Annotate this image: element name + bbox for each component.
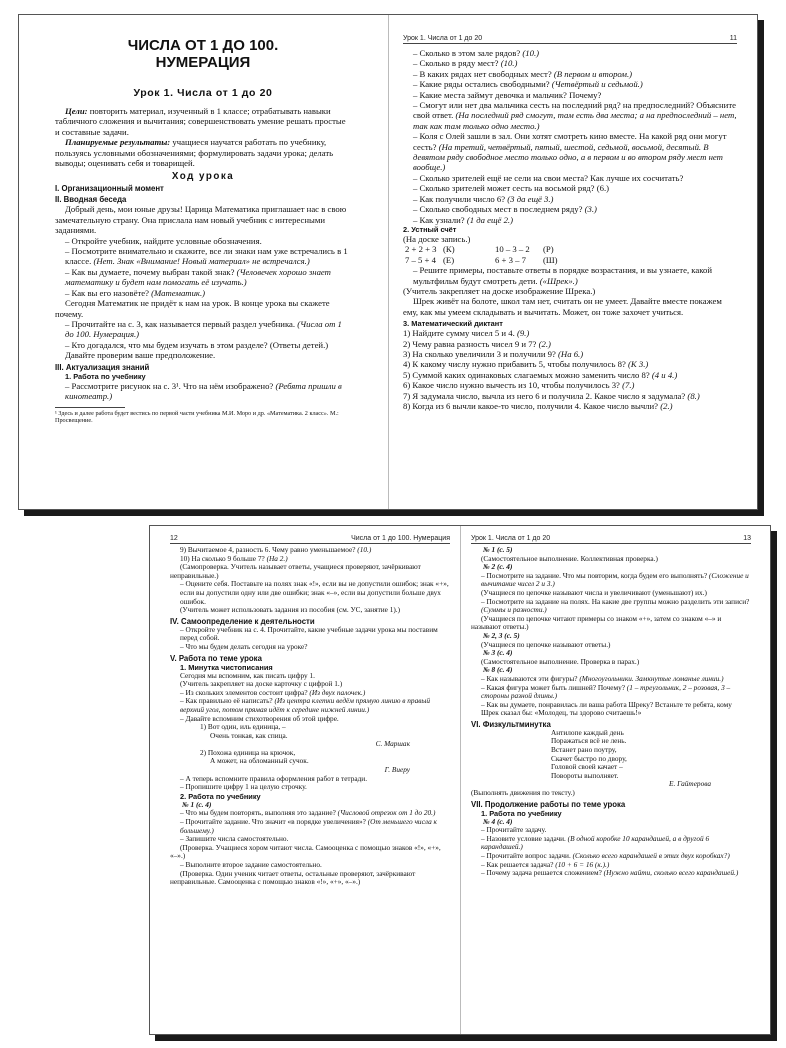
chapter-title — [55, 37, 351, 71]
fitness-poem — [471, 729, 751, 781]
text-line — [403, 370, 737, 380]
line-text: – Посмотрите на задание на полях. На какие две группы можно разделить эти записи? — [481, 596, 750, 606]
line-text: – Сколько зрителей может сесть на восьмой ряд? (6.) — [413, 183, 610, 194]
line-answer: (Нет. Знак «Внимание! Новый материал» не встречался.) — [91, 256, 310, 267]
section-heading: VI. Физкультминутка — [471, 719, 551, 729]
text-line — [403, 359, 737, 369]
poem-line: Очень тонкая, как спица. — [210, 730, 288, 740]
line-text: 6) Какое число нужно вычесть из 10, чтобы получилось 3? — [403, 380, 620, 391]
line-text: – Сколько свободных мест в последнем ряду? — [413, 204, 583, 215]
line-answer: (3 да ещё 3.) — [505, 193, 554, 204]
line-text: – Какие места займут девочка и мальчик? Почему? — [413, 89, 602, 100]
text-line — [403, 173, 737, 183]
line-text: Шрек живёт на болоте, школ там нет, считать он не умеет. Давайте вместе покажем ему, как мы умеем складывать и вычитать. Может, он тоже захочет учиться. — [403, 296, 722, 317]
section-heading: II. Вводная беседа — [55, 195, 127, 205]
line-text: – Запишите числа самостоятельно. — [180, 834, 289, 844]
text-line — [403, 349, 737, 359]
text-line — [403, 69, 737, 79]
line-text: – Как правильно её написать? — [180, 696, 273, 706]
line-text: (Проверка. Один ученик читает ответы, остальные проверяют, зачёркивают неправильные. Самооценка с помощью знаков «!», «+», «–».) — [170, 868, 416, 887]
line-answer: (Из центра клетки ведём прямую линию в правый верхний угол, потом прямая идёт к середине нижней линии.) — [180, 696, 430, 714]
text-line — [170, 626, 450, 643]
line-text: – Давайте вспомним стихотворения об этой цифре. — [180, 713, 339, 723]
line-text: – Как вы его назовёте? — [65, 287, 149, 298]
line-answer: (Многоугольники. Замкнутые ломаные линии.) — [577, 673, 724, 683]
line-text: 5) Суммой каких одинаковых слагаемых можно заменить число 8? — [403, 369, 650, 380]
lesson-title: Урок 1. Числа от 1 до 20 — [133, 87, 273, 99]
line-text: – Назовите условие задачи. — [481, 833, 566, 843]
task-label: № 3 (с. 4) — [483, 648, 513, 658]
line-text: Сегодня Математик не придёт к нам на урок. В конце урока вы скажете почему. — [55, 298, 330, 319]
section-heading: VII. Продолжение работы по теме урока — [471, 799, 626, 809]
line-answer: (Ребята пришли в кинотеатр.) — [65, 380, 342, 401]
text-line — [403, 100, 737, 131]
task-label: № 1 (с. 5) — [483, 545, 513, 554]
text-line — [403, 401, 737, 411]
text-line — [55, 340, 351, 350]
line-answer: (Суммы и разности.) — [481, 605, 547, 615]
goal-text: учащиеся научатся работать по учебнику, пользуясь условными обозначениями; формулировать задачи урока; делать выводы; оценивать себя и товарищей. — [55, 137, 334, 169]
section-body — [55, 381, 351, 402]
line-text: 3) На сколько увеличили 3 и получили 9? — [403, 348, 556, 359]
section-heading: V. Работа по теме урока — [170, 653, 262, 663]
page-12 — [150, 526, 460, 1034]
line-text: 2) Чему равна разность чисел 9 и 7? — [403, 338, 537, 349]
line-answer: (Математик.) — [148, 287, 206, 298]
section-body — [403, 265, 737, 317]
page-11 — [389, 15, 757, 509]
poem-1 — [170, 723, 450, 775]
section-body — [170, 672, 450, 724]
line-text: – Какая фигура может быть лишней? Почему? — [481, 682, 625, 692]
poem-line: Антилопе каждый день — [551, 727, 624, 737]
instruction-line: (Выполнять движения по тексту.) — [471, 788, 575, 798]
subsection-heading: 1. Работа по учебнику — [65, 371, 146, 381]
line-answer: (На 2.) — [264, 553, 288, 563]
line-text: – Сколько зрителей ещё не сели на свои места? Как лучше их сосчитать? — [413, 172, 684, 183]
line-answer: (1 – треугольник, 2 – розовая, 3 – стороны разной длины.) — [481, 682, 731, 701]
line-text: – Как называются эти фигуры? — [481, 673, 578, 683]
text-line — [471, 835, 751, 852]
line-text: (Самопроверка. Учитель называет ответы, учащиеся проверяют, зачёркивают неправильные.) — [170, 562, 421, 580]
line-text: – Почему задача решается сложением? — [481, 868, 602, 878]
line-text: – Коля с Олей зашли в зал. Они хотят смотреть кино вместе. На какой ряд они могут сесть? — [413, 131, 727, 152]
page-number: 11 — [729, 35, 737, 42]
line-answer: (От меньшего числа к большему.) — [180, 817, 437, 835]
text-line — [403, 215, 737, 225]
line-text: – Сколько в этом зале рядов? — [413, 48, 521, 58]
line-text: (Учитель закрепляет на доске изображение Шрека.) — [403, 285, 596, 296]
section-body — [170, 775, 450, 792]
line-text: – Выполните второе задание самостоятельно. — [180, 860, 322, 869]
poem-line: 2) Похожа единица на крючок, — [200, 747, 296, 757]
line-answer: (10.) — [355, 545, 372, 554]
text-line — [471, 641, 751, 650]
text-line — [471, 555, 751, 564]
line-answer: (На 6.) — [555, 348, 584, 359]
text-line — [471, 658, 751, 667]
page-10 — [19, 15, 388, 509]
text-line — [55, 246, 351, 267]
goal-label: Цели: — [65, 106, 88, 116]
line-text: (Учитель может использовать задания из пособия (см. УС, занятие 1).) — [180, 605, 401, 615]
line-text: – Как получили число 6? — [413, 193, 506, 204]
line-text: 9) Вычитаемое 4, разность 6. Чему равно уменьшаемое? — [180, 545, 356, 554]
line-answer: (1 да ещё 2.) — [464, 214, 513, 225]
section-body — [170, 626, 450, 652]
line-text: – Сколько в ряду мест? — [413, 58, 499, 69]
poem-author: Г. Виеру — [384, 765, 410, 775]
poem-line: Повороты выполняет. — [551, 770, 619, 780]
line-text: (Учащиеся по цепочке читают примеры со знаком «+», затем со знаком «–» и называют ответы.) — [471, 613, 722, 632]
line-answer: (7.) — [619, 380, 635, 391]
page-13 — [461, 526, 770, 1034]
poem-line: Поражаться всё не лень. — [551, 736, 627, 746]
line-text: (Проверка. Учащиеся хором читают числа. Самооценка с помощью знаков «!», «+», «–».) — [170, 842, 441, 861]
text-line — [471, 869, 751, 878]
text-line — [55, 267, 351, 288]
subsection-heading: 1. Работа по учебнику — [481, 808, 562, 818]
oral-grid-cell: 2 + 2 + 3 — [405, 244, 437, 255]
text-line — [403, 48, 737, 58]
line-text: – Кто догадался, что мы будем изучать в этом разделе? (Ответы детей.) — [65, 339, 329, 350]
poem-author: С. Маршак — [375, 739, 410, 749]
line-answer: (9.) — [514, 328, 530, 339]
running-header-title: Числа от 1 до 100. Нумерация — [351, 535, 450, 542]
line-text: – А теперь вспомните правила оформления работ в тетради. — [180, 773, 368, 783]
goal-label: Планируемые результаты: — [65, 137, 171, 148]
task-label: № 2 (с. 4) — [483, 562, 513, 572]
text-line — [170, 783, 450, 792]
oral-grid-cell: 10 – 3 – 2 — [495, 244, 530, 255]
line-text: Добрый день, мои юные друзы! Царица Математика приглашает нас в свою замечательную страну. Она прислала нам новый учебник с интересными заданиями. — [55, 204, 347, 236]
text-line — [170, 870, 450, 887]
oral-grid-cell: (Е) — [443, 254, 455, 265]
line-text: – Как решается задача? — [481, 859, 554, 869]
line-text: (Самостоятельное выполнение. Коллективная проверка.) — [481, 553, 658, 563]
line-text: – Что мы будем делать сегодня на уроке? — [180, 641, 308, 651]
section-body — [55, 204, 351, 360]
subsection-heading: 3. Математический диктант — [403, 319, 503, 329]
line-answer: (Сколько всего карандашей в этих двух коробках?) — [570, 851, 730, 860]
text-line — [55, 288, 351, 298]
section-body — [170, 809, 450, 886]
line-answer: (Четвёртый и седьмой.) — [549, 79, 643, 90]
text-line — [471, 615, 751, 632]
line-text: – Прочитайте на с. 3, как называется первый раздел учебника. — [65, 318, 296, 329]
line-answer: (2.) — [536, 338, 551, 349]
running-header-title: Урок 1. Числа от 1 до 20 — [403, 35, 483, 42]
line-answer: (Сложение и вычитание чисел 2 и 3.) — [481, 570, 749, 589]
section-heading: III. Актуализация знаний — [55, 362, 150, 372]
poem-line: А может, на обломанный сучок. — [210, 756, 309, 766]
line-text: – Как вы думаете, почему выбран такой знак? — [65, 266, 235, 277]
text-line — [403, 339, 737, 349]
text-line — [403, 380, 737, 390]
text-line — [471, 598, 751, 615]
line-answer: (В одной коробке 10 карандашей, а в другой 6 карандашей.) — [481, 833, 710, 852]
poem-line: Скачет быстро по двору, — [551, 753, 627, 763]
oral-count-board — [403, 244, 737, 265]
chapter-title-line-2: НУМЕРАЦИЯ — [155, 54, 251, 71]
text-line — [55, 319, 351, 340]
footnote: ¹ Здесь и далее работа будет вестись по первой части учебника М.И. Моро и др. «Математика. 2 класс». М.: Просвещение. — [55, 410, 339, 425]
line-answer: (4 и 4.) — [649, 369, 678, 380]
task-label: № 4 (с. 4) — [483, 816, 513, 826]
text-line — [403, 328, 737, 338]
goal-paragraph — [55, 137, 351, 168]
line-text: – Прочитайте задание. Что значит «в порядке увеличения»? — [180, 817, 366, 827]
text-line — [403, 90, 737, 100]
line-answer: (10.) — [498, 58, 518, 69]
text-line — [403, 79, 737, 89]
goals-block — [55, 106, 351, 168]
line-text: 1) Найдите сумму чисел 5 и 4. — [403, 328, 515, 339]
oral-note: (На доске запись.) — [403, 233, 471, 244]
oral-grid-cell: (Ш) — [543, 254, 558, 265]
text-line — [170, 844, 450, 861]
goal-text: повторить материал, изученный в 1 классе; отрабатывать навыки табличного сложения и вычитания; совершенствовать умение решать простые и составные задачи. — [55, 106, 346, 137]
text-line — [471, 572, 751, 589]
line-text: (Самостоятельное выполнение. Проверка в парах.) — [481, 656, 640, 666]
text-line — [170, 580, 450, 606]
task-label: № 1 (с. 4) — [182, 799, 212, 809]
line-answer: (10 + 6 = 16 (к.).) — [553, 859, 610, 869]
text-line — [403, 183, 737, 193]
line-text: – Посмотрите внимательно и скажите, все ли знаки нам уже встречались в 1 классе. — [65, 246, 348, 267]
line-answer: (К 3.) — [625, 359, 649, 370]
subsection-heading: 1. Минутка чистописания — [180, 662, 273, 672]
page-number: 13 — [743, 535, 751, 542]
text-line — [170, 643, 450, 652]
line-answer: (3.) — [582, 204, 597, 215]
line-text: – Смогут или нет два мальчика сесть на последний ряд? на предпоследний? Объясните свой ответ. — [413, 100, 736, 121]
section-body — [471, 546, 751, 718]
line-text: – Из скольких элементов состоит цифра? — [180, 687, 308, 697]
oral-grid-cell: 6 + 3 – 7 — [495, 254, 526, 265]
line-text: Сегодня мы вспомним, как писать цифру 1. — [180, 670, 315, 680]
line-answer: («Шрек».) — [537, 275, 578, 286]
text-line — [170, 818, 450, 835]
section-body — [170, 546, 450, 615]
subsection-heading: 2. Устный счёт — [403, 224, 457, 234]
line-text: – Рассмотрите рисунок на с. 3¹. Что на нём изображено? — [65, 380, 274, 391]
line-text: – Пропишите цифру 1 на целую строчку. — [180, 782, 307, 792]
text-line — [55, 350, 351, 360]
dictation-list — [403, 328, 737, 411]
line-text: – Решите примеры, поставьте ответы в порядке возрастания, и вы узнаете, какой мультфильм будут смотреть дети. — [413, 265, 713, 286]
line-text: – Как вы думаете, понравилась ли ваша работа Шреку? Встаньте те ребята, кому Шрек сказал бы: «Молодец, ты здорово считаешь!» — [481, 699, 732, 718]
book-spread-bottom — [149, 525, 771, 1035]
running-header-title: Урок 1. Числа от 1 до 20 — [471, 535, 551, 542]
line-text: – Как узнали? — [413, 214, 465, 225]
line-text: (Учащиеся по цепочке называют ответы.) — [481, 639, 611, 649]
line-text: Давайте проверим ваше предположение. — [65, 350, 216, 361]
line-answer: (2.) — [658, 401, 673, 411]
text-line — [170, 697, 450, 714]
text-line — [403, 296, 737, 317]
poem-line: Встанет рано поутру, — [551, 745, 617, 755]
text-line — [403, 204, 737, 214]
oral-grid-cell: (К) — [443, 244, 455, 255]
line-text: – Посмотрите на задание. Что мы повторим, когда будем его выполнять? — [481, 570, 708, 580]
line-text: 4) К какому числу нужно прибавить 5, чтобы получилось 8? — [403, 359, 626, 370]
task-label: № 2, 3 (с. 5) — [483, 630, 520, 640]
text-line — [55, 204, 351, 235]
poem-line: 1) Вот один, иль единица, – — [200, 722, 286, 732]
line-answer: (В первом и втором.) — [551, 68, 633, 79]
oral-grid-cell: (Р) — [543, 244, 554, 255]
line-answer: (Человечек хорошо знает математику и будет нам помогать её изучать.) — [65, 266, 331, 288]
poem-author: Е. Гайтерова — [669, 779, 711, 789]
running-header — [403, 35, 737, 44]
line-text: – Какие ряды остались свободными? — [413, 79, 550, 90]
goal-paragraph — [55, 106, 351, 137]
subsection-heading: 2. Работа по учебнику — [180, 791, 261, 801]
footnote-rule — [55, 407, 125, 408]
line-answer: (Из двух палочек.) — [307, 687, 366, 697]
text-line — [403, 194, 737, 204]
line-text: – Оцените себя. Поставьте на полях знак «!», если вы не допустили ошибок; знак «+», если вы допустили одну или две ошибки; знак «–», если вы допустили больше двух ошибок. — [180, 579, 449, 606]
running-header — [170, 535, 450, 544]
page-number: 12 — [170, 535, 178, 542]
line-text: 7) Я задумала число, вычла из него 6 и получила 2. Какое число я задумала? — [403, 390, 686, 401]
poem-line: Головой своей качает – — [551, 762, 623, 772]
section-heading: I. Организационный момент — [55, 184, 164, 194]
line-text: – Что мы будем повторять, выполняя это задание? — [180, 808, 336, 818]
text-line — [403, 286, 737, 296]
text-line — [403, 58, 737, 68]
text-line — [170, 563, 450, 580]
line-text: – Откройте учебник, найдите условные обозначения. — [65, 235, 262, 246]
text-line — [403, 131, 737, 173]
line-text: – Откройте учебник на с. 4. Прочитайте, какие учебные задачи урока мы поставим перед собой. — [180, 624, 438, 643]
running-header — [471, 535, 751, 544]
line-text: (Учащиеся по цепочке называют числа и увеличивают (уменьшают) их.) — [481, 587, 707, 597]
oral-grid-cell: 7 – 5 + 4 — [405, 254, 436, 265]
text-line — [471, 701, 751, 718]
question-list — [403, 48, 737, 225]
line-answer: (Числа от 1 до 100. Нумерация.) — [65, 318, 342, 340]
line-answer: (На последний ряд смогут, там есть два места; а на предпоследний – нет, так как там только одно место.) — [413, 110, 737, 131]
text-line — [403, 265, 737, 286]
text-line — [55, 381, 351, 402]
section-heading: IV. Самоопределение к деятельности — [170, 616, 315, 626]
line-answer: (На третий, четвёртый, пятый, шестой, седьмой, восьмой, десятый. В девятом ряду свободное место только одно, а в первом и во втором ряду мест нет вообще.) — [413, 141, 723, 173]
chapter-title-line-1: ЧИСЛА ОТ 1 ДО 100. — [127, 37, 279, 54]
text-line — [55, 236, 351, 246]
line-answer: (8.) — [685, 390, 700, 401]
line-text: – Прочитайте вопрос задачи. — [481, 851, 571, 860]
text-line — [471, 684, 751, 701]
line-text: (Учитель закрепляет на доске карточку с цифрой 1.) — [180, 679, 343, 689]
book-spread-top — [18, 14, 758, 510]
line-text: 8) Когда из 6 вычли какое-то число, получили 4. Какое число вычли? — [403, 401, 659, 411]
line-text: – В каких рядах нет свободных мест? — [413, 68, 552, 79]
line-text: – Прочитайте задачу. — [481, 825, 547, 835]
lesson-course-heading: Ход урока — [171, 171, 235, 183]
line-answer: (Нужно найти, сколько всего карандашей.) — [601, 868, 739, 878]
text-line — [170, 606, 450, 615]
line-answer: (10.) — [520, 48, 540, 58]
task-label: № 8 (с. 4) — [483, 665, 513, 675]
line-text: 10) На сколько 9 больше 7? — [180, 553, 265, 563]
section-body — [471, 826, 751, 878]
text-line — [55, 298, 351, 319]
line-answer: (Числовой отрезок от 1 до 20.) — [335, 808, 436, 818]
text-line — [403, 391, 737, 401]
